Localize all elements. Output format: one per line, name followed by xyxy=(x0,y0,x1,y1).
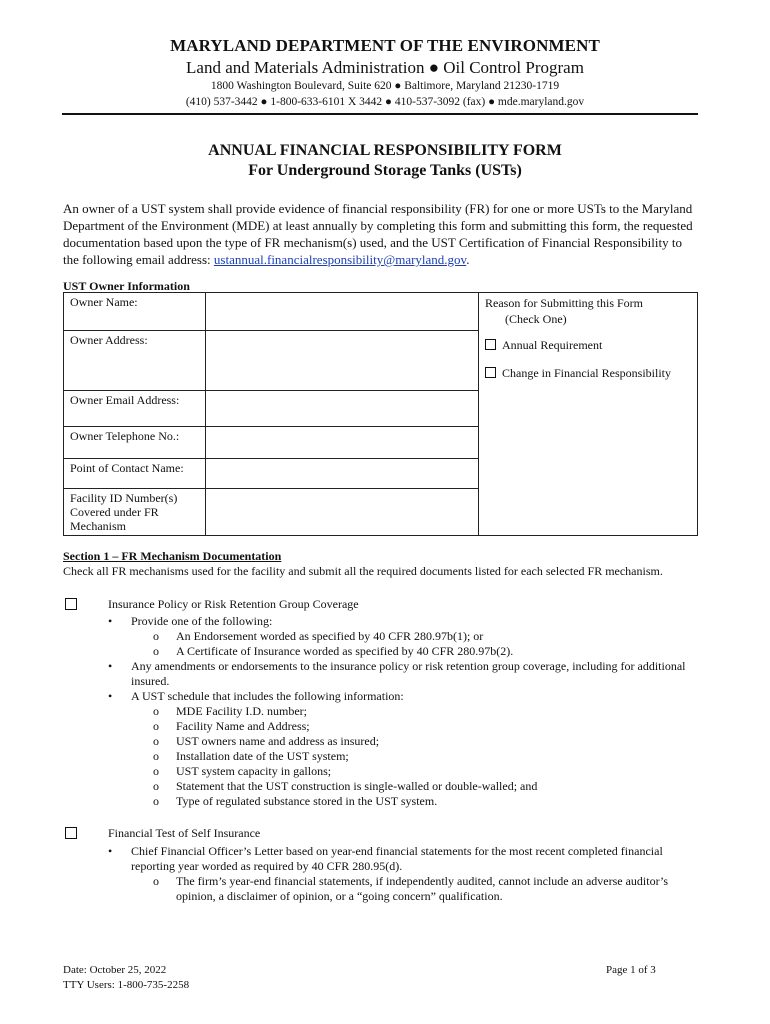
list-item: o Installation date of the UST system; xyxy=(153,749,349,763)
owner-address-label: Owner Address: xyxy=(64,331,206,391)
list-item: • Provide one of the following: xyxy=(108,614,273,628)
self-insurance-option-title: Financial Test of Self Insurance xyxy=(108,826,261,840)
owner-address-input[interactable] xyxy=(206,331,479,391)
list-item: o A Certificate of Insurance worded as specified by 40 CFR 280.97b(2). xyxy=(153,644,514,658)
owner-email-label: Owner Email Address: xyxy=(64,391,206,427)
list-item: o UST owners name and address as insured; xyxy=(153,734,380,748)
change-fr-checkbox[interactable] xyxy=(485,367,496,378)
poc-name-input[interactable] xyxy=(206,459,479,489)
program-name: Land and Materials Administration ● Oil Control Program xyxy=(186,58,584,77)
agency-address: 1800 Washington Boulevard, Suite 620 ● Baltimore, Maryland 21230-1719 xyxy=(210,80,560,92)
list-item: o The firm’s year-end financial statements, if independently audited, cannot include an adverse auditor’s opinion, a disclaimer of opinion, or a “going concern” qualification. xyxy=(153,874,669,903)
footer-date: Date: October 25, 2022 xyxy=(63,964,167,976)
page-number: Page 1 of 3 xyxy=(606,964,656,976)
header-divider xyxy=(62,113,698,115)
self-insurance-checkbox[interactable] xyxy=(65,827,77,839)
intro-text: An owner of a UST system shall provide evidence of financial responsibility (FR) for one or more USTs to the Maryland Department of the Environment (MDE) at least annually by completing this form and submitting this form, the requested documentation based upon the type of FR mechanism(s) used, and the UST Certification of Financial Responsibility to the following email address: xyxy=(63,201,693,267)
reason-panel xyxy=(479,293,698,536)
facility-id-input[interactable] xyxy=(206,489,479,536)
owner-info-table xyxy=(63,292,698,536)
list-item: o Facility Name and Address; xyxy=(153,719,310,733)
list-item: • Chief Financial Officer’s Letter based on year-end financial statements for the most recent completed financial reporting year worded as required by 40 CFR 280.95(d). xyxy=(108,844,663,873)
form-subtitle: For Underground Storage Tanks (USTs) xyxy=(248,162,522,179)
intro-paragraph xyxy=(63,200,697,268)
owner-name-label: Owner Name: xyxy=(64,293,206,331)
reason-hint: (Check One) xyxy=(505,312,567,326)
facility-id-label: Facility ID Number(s) Covered under FR Mechanism xyxy=(64,489,206,536)
poc-name-label: Point of Contact Name: xyxy=(64,459,206,489)
list-item: o Type of regulated substance stored in the UST system. xyxy=(153,794,438,808)
list-item: o UST system capacity in gallons; xyxy=(153,764,332,778)
list-item: o MDE Facility I.D. number; xyxy=(153,704,307,718)
reason-option-change[interactable] xyxy=(485,365,691,381)
self-insurance-requirements-list xyxy=(108,844,696,904)
reason-option-annual[interactable] xyxy=(485,337,691,353)
insurance-checkbox[interactable] xyxy=(65,598,77,610)
reason-title: Reason for Submitting this Form xyxy=(485,296,644,310)
list-item: o Statement that the UST construction is single-walled or double-walled; and xyxy=(153,779,538,793)
owner-email-input[interactable] xyxy=(206,391,479,427)
intro-end: . xyxy=(466,252,470,267)
footer-tty: TTY Users: 1-800-735-2258 xyxy=(63,979,190,991)
annual-requirement-label: Annual Requirement xyxy=(502,338,603,352)
agency-name: MARYLAND DEPARTMENT OF THE ENVIRONMENT xyxy=(170,36,600,55)
section1-title: Section 1 – FR Mechanism Documentation xyxy=(63,549,282,563)
insurance-option-title: Insurance Policy or Risk Retention Group Coverage xyxy=(108,597,359,611)
form-title: ANNUAL FINANCIAL RESPONSIBILITY FORM xyxy=(208,142,562,159)
submission-email-link[interactable]: ustannual.financialresponsibility@maryland.gov xyxy=(213,252,467,267)
list-item: • Any amendments or endorsements to the insurance policy or risk retention group coverage, including for additional insured. xyxy=(108,659,686,688)
list-item: o An Endorsement worded as specified by 40 CFR 280.97b(1); or xyxy=(153,629,484,643)
list-item: • A UST schedule that includes the following information: xyxy=(108,689,404,703)
section1-description: Check all FR mechanisms used for the facility and submit all the required documents listed for each selected FR mechanism. xyxy=(63,564,663,578)
agency-contact: (410) 537-3442 ● 1-800-633-6101 X 3442 ● 410-537-3092 (fax) ● mde.maryland.gov xyxy=(185,96,585,108)
owner-name-input[interactable] xyxy=(206,293,479,331)
annual-requirement-checkbox[interactable] xyxy=(485,339,496,350)
change-fr-label: Change in Financial Responsibility xyxy=(502,366,671,380)
owner-phone-input[interactable] xyxy=(206,427,479,459)
insurance-requirements-list xyxy=(108,614,691,809)
owner-info-title: UST Owner Information xyxy=(63,279,190,293)
owner-phone-label: Owner Telephone No.: xyxy=(64,427,206,459)
